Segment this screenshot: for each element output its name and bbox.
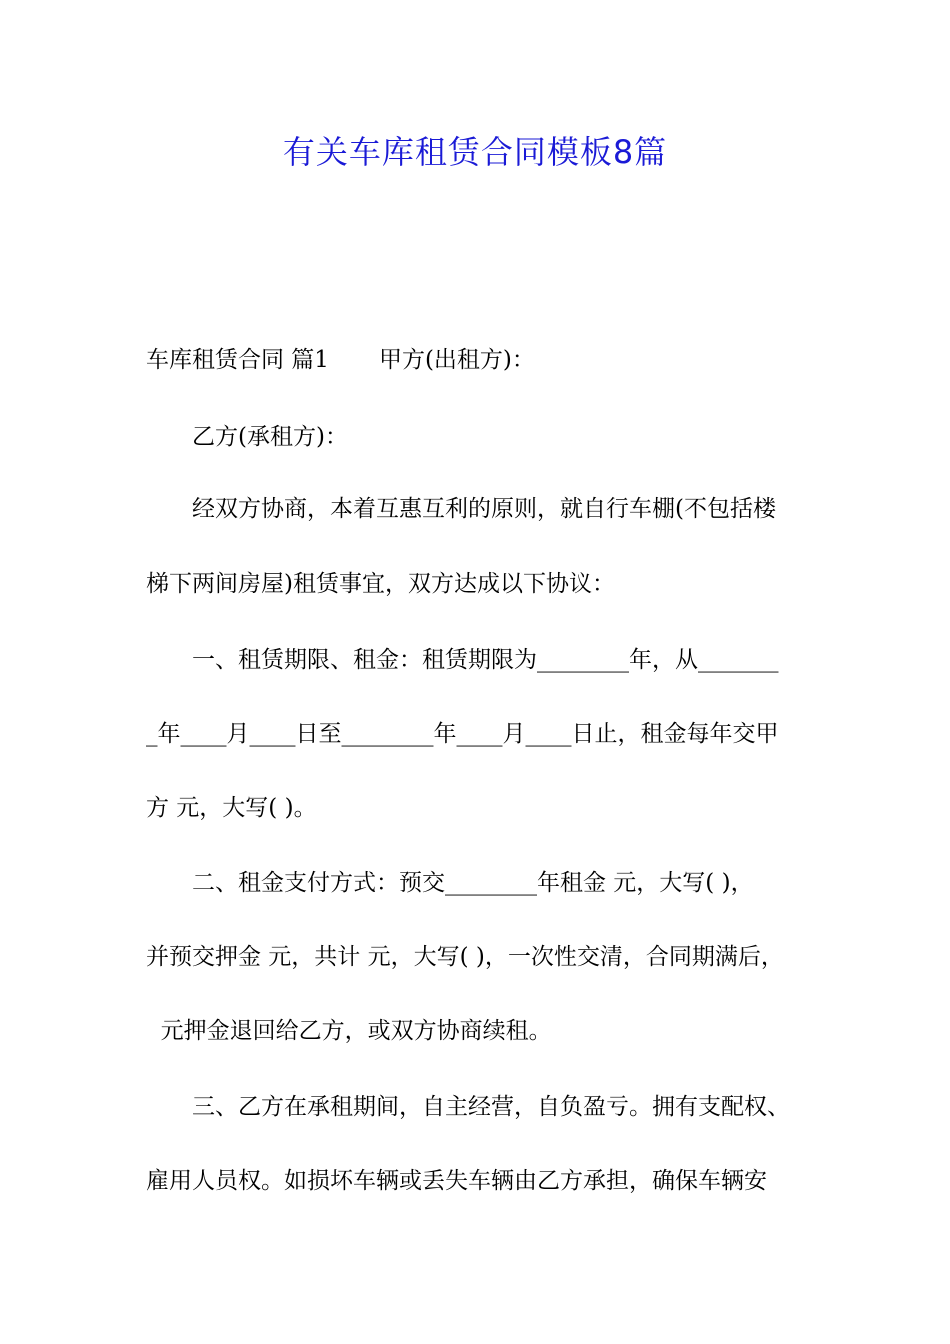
document-title: 有关车库租赁合同模板8篇	[282, 133, 668, 171]
paragraph-line: 方 元，大写( )。	[146, 795, 317, 821]
section-heading: 车库租赁合同 篇1	[146, 347, 329, 373]
paragraph-line: 梯下两间房屋)租赁事宜，双方达成以下协议：	[146, 571, 615, 597]
paragraph-line: 元押金退回给乙方，或双方协商续租。	[146, 1018, 552, 1044]
header-line	[146, 343, 826, 377]
paragraph-line: 并预交押金 元，共计 元，大写( )，一次性交清，合同期满后，	[146, 944, 784, 970]
paragraph-line: 雇用人员权。如损坏车辆或丢失车辆由乙方承担，确保车辆安	[146, 1168, 767, 1194]
party-b-line: 乙方(承租方)：	[192, 424, 348, 450]
paragraph-line: 三、乙方在承租期间，自主经营，自负盈亏。拥有支配权、	[192, 1094, 790, 1120]
paragraph-line: 一、租赁期限、租金：租赁期限为________年，从_______	[192, 647, 779, 673]
paragraph-line: 二、租金支付方式：预交________年租金 元，大写( )，	[192, 870, 754, 896]
paragraph-line: _年____月____日至________年____月____日止，租金每年交甲	[146, 721, 779, 747]
paragraph-line: 经双方协商，本着互惠互利的原则，就自行车棚(不包括楼	[192, 496, 776, 522]
party-a-label: 甲方(出租方)：	[378, 347, 535, 373]
